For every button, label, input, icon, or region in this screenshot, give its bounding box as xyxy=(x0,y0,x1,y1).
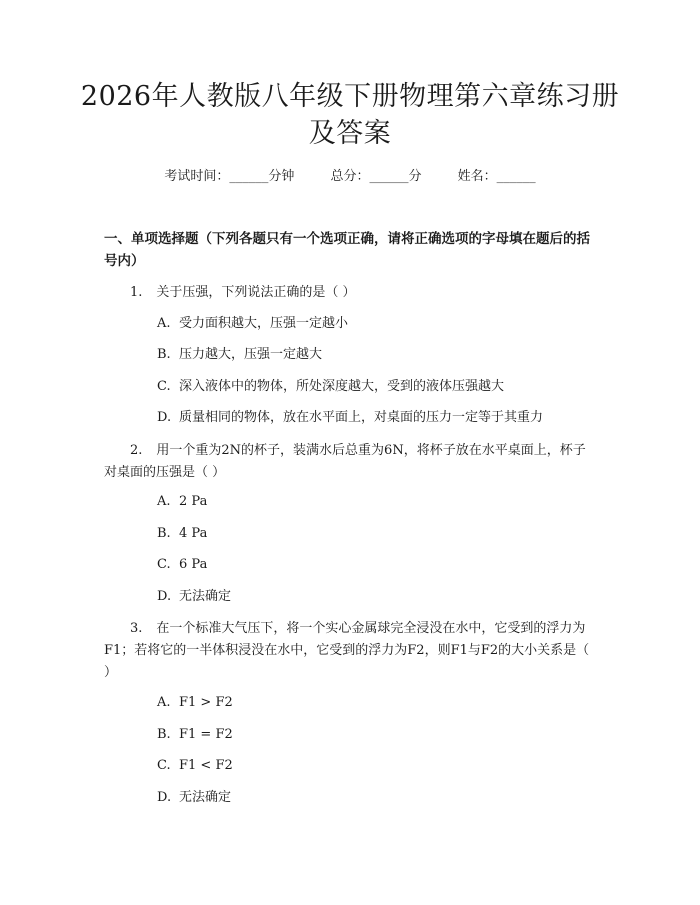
option-letter: C. xyxy=(157,557,171,572)
exam-meta-line xyxy=(0,168,700,186)
question-3-option-a xyxy=(157,693,577,713)
question-3 xyxy=(104,618,598,684)
question-3-option-c xyxy=(157,756,577,776)
option-letter: B. xyxy=(157,727,171,742)
student-name-field: 姓名：______ xyxy=(457,169,536,184)
question-2-option-c xyxy=(157,555,577,575)
document-title-line-2: 及答案 xyxy=(308,118,392,149)
document-title xyxy=(0,78,700,152)
total-score-field: 总分：______分 xyxy=(330,169,422,184)
option-text: 无法确定 xyxy=(179,589,232,604)
question-2-option-b xyxy=(157,524,577,544)
question-3-option-b xyxy=(157,725,577,745)
option-letter: D. xyxy=(157,410,172,425)
option-text: 无法确定 xyxy=(179,790,232,805)
question-number: 1. xyxy=(130,285,143,300)
option-letter: A. xyxy=(157,494,171,509)
exam-time-field: 考试时间：______分钟 xyxy=(164,169,295,184)
question-text: 关于压强，下列说法正确的是（ ） xyxy=(156,285,356,300)
question-text: 用一个重为2N的杯子，装满水后总重为6N，将杯子放在水平桌面上，杯子对桌面的压强是（ ） xyxy=(104,443,586,480)
option-text: 6 Pa xyxy=(179,557,208,572)
option-letter: B. xyxy=(157,526,171,541)
question-2-option-d xyxy=(157,587,577,607)
option-letter: D. xyxy=(157,790,172,805)
option-text: F1 = F2 xyxy=(179,727,233,742)
option-letter: C. xyxy=(157,379,171,394)
question-1 xyxy=(104,282,598,304)
option-text: 质量相同的物体，放在水平面上，对桌面的压力一定等于其重力 xyxy=(179,410,544,425)
question-1-option-d xyxy=(157,408,577,428)
question-1-option-a xyxy=(157,314,577,334)
option-text: 深入液体中的物体，所处深度越大，受到的液体压强越大 xyxy=(179,379,505,394)
option-text: 压力越大，压强一定越大 xyxy=(179,347,323,362)
option-letter: A. xyxy=(157,316,171,331)
option-letter: C. xyxy=(157,758,171,773)
question-1-option-c xyxy=(157,377,577,397)
option-letter: B. xyxy=(157,347,171,362)
question-2-option-a xyxy=(157,492,577,512)
question-number: 3. xyxy=(130,621,143,636)
option-letter: D. xyxy=(157,589,172,604)
document-title-line-1: 2026年人教版八年级下册物理第六章练习册 xyxy=(80,81,620,112)
option-text: 2 Pa xyxy=(179,494,208,509)
option-letter: A. xyxy=(157,695,171,710)
option-text: F1 < F2 xyxy=(179,758,233,773)
question-3-option-d xyxy=(157,788,577,808)
option-text: F1 > F2 xyxy=(179,695,233,710)
question-number: 2. xyxy=(130,443,143,458)
question-1-option-b xyxy=(157,345,577,365)
option-text: 4 Pa xyxy=(179,526,208,541)
question-2 xyxy=(104,440,598,484)
option-text: 受力面积越大，压强一定越小 xyxy=(179,316,349,331)
question-text: 在一个标准大气压下，将一个实心金属球完全浸没在水中，它受到的浮力为F1；若将它的一半体积浸没在水中，它受到的浮力为F2，则F1与F2的大小关系是（ ） xyxy=(104,621,590,680)
section-heading: 一、单项选择题（下列各题只有一个选项正确，请将正确选项的字母填在题后的括号内） xyxy=(104,231,590,269)
